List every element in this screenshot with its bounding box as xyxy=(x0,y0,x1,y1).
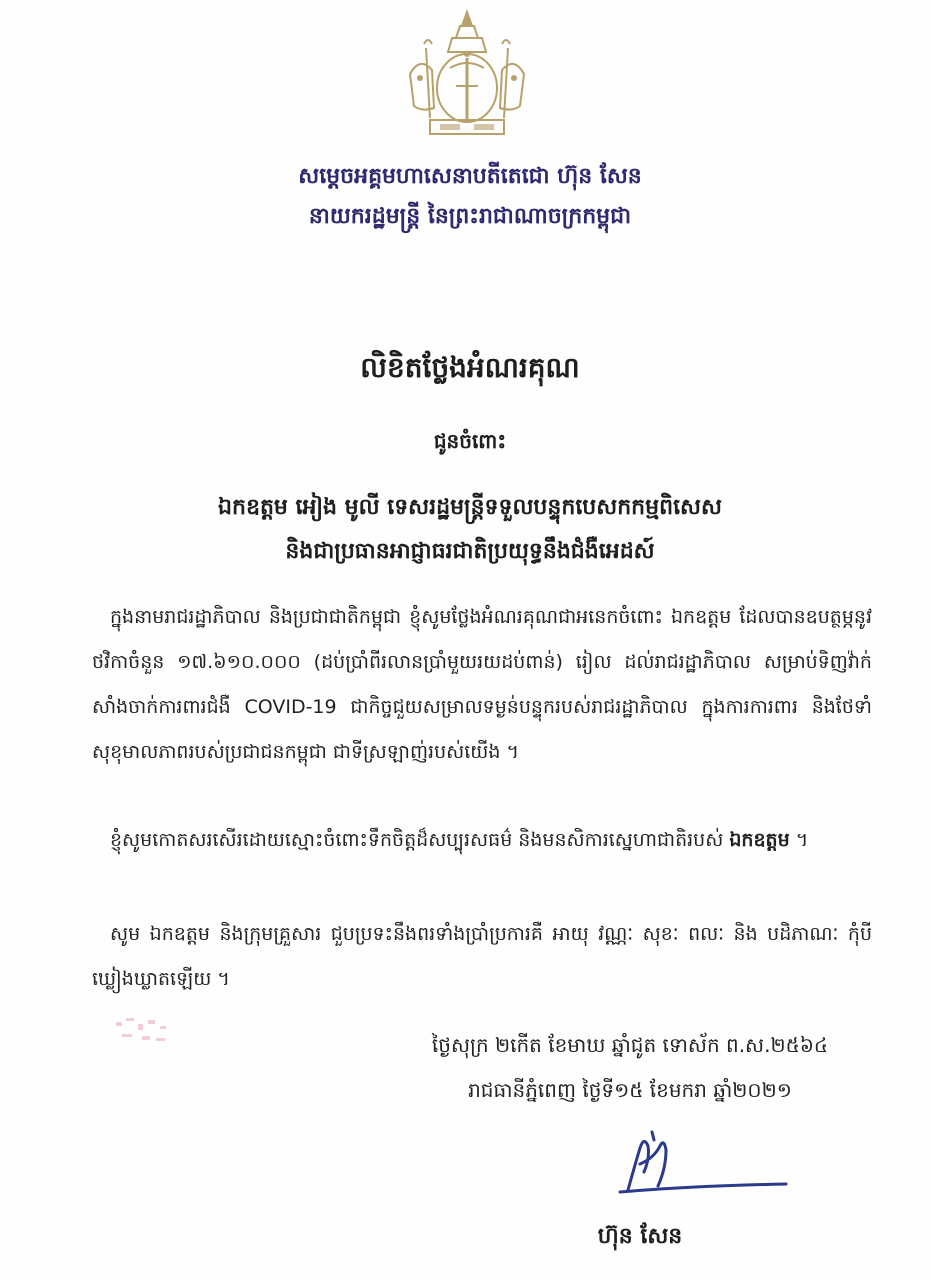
recipient-line-1: ឯកឧត្ដម អៀង មូលី ទេសរដ្ឋមន្ត្រីទទួលបន្ទុកបេសកកម្មពិសេស xyxy=(218,495,722,520)
handwritten-signature-icon xyxy=(610,1128,790,1198)
sender-name: សម្ដេចអគ្គមហាសេនាបតីតេជោ ហ៊ុន សែន xyxy=(298,164,642,189)
praise-end: ។ xyxy=(789,829,809,851)
royal-coat-of-arms-icon xyxy=(400,8,534,138)
signer-name: ហ៊ុន សែន xyxy=(597,1224,683,1249)
faint-stamp-icon xyxy=(112,1012,182,1052)
letter-title: លិខិតថ្លែងអំណរគុណ xyxy=(360,351,580,384)
praise-honorific: ឯកឧត្ដម xyxy=(729,829,790,851)
recipient-line-2: និងជាប្រធានអាជ្ញាធរជាតិប្រយុទ្ធនឹងជំងឺអេដស៍ xyxy=(285,539,655,564)
solar-date: រាជធានីភ្នំពេញ ថ្ងៃទី១៥ ខែមករា ឆ្នាំ២០២១ xyxy=(468,1078,792,1102)
sender-title: នាយករដ្ឋមន្ត្រី នៃព្រះរាជាណាចក្រកម្ពុជា xyxy=(308,204,632,229)
praise-text: ខ្ញុំសូមកោតសរសើរដោយស្មោះចំពោះទឹកចិត្តដ៏សប្បុរសធម៌ និងមនសិការស្នេហាជាតិរបស់ xyxy=(110,829,730,851)
paragraph-praise xyxy=(92,818,872,863)
addressed-to-label: ជូនចំពោះ xyxy=(433,429,507,453)
lunar-date: ថ្ងៃសុក្រ ២កើត ខែមាឃ ឆ្នាំជូត ទោស័ក ព.ស.២៥៦៤ xyxy=(431,1033,829,1057)
paragraph-blessing: សូម ឯកឧត្ដម និងក្រុមគ្រួសារ ជួបប្រទះនឹងពរទាំងប្រាំប្រការគឺ អាយុ វណ្ណៈ សុខៈ ពលៈ និង បដិភាណៈ កុំបីឃ្លៀងឃ្លាតឡើយ ។ xyxy=(92,923,872,990)
recipient-block xyxy=(60,486,880,574)
paragraph-gratitude: ក្នុងនាមរាជរដ្ឋាភិបាល និងប្រជាជាតិកម្ពុជា ខ្ញុំសូមថ្លែងអំណរគុណជាអនេកចំពោះ ឯកឧត្ដម ដែលបានឧបត្ថម្ភនូវថវិកាចំនួន ១៧.៦១០.០០០ (ដប់ប្រាំពីរលានប្រាំមួយរយដប់ពាន់) រៀល ដល់រាជរដ្ឋាភិបាល សម្រាប់ទិញវ៉ាក់សាំងចាក់ការពារជំងឺ COVID-19 ជាកិច្ចជួយសម្រាលទម្ងន់បន្ទុករបស់រាជរដ្ឋាភិបាល ក្នុងការការពារ និងថែទាំសុខុមាលភាពរបស់ប្រជាជនកម្ពុជា ជាទីស្រឡាញ់របស់យើង ។ xyxy=(92,606,872,763)
